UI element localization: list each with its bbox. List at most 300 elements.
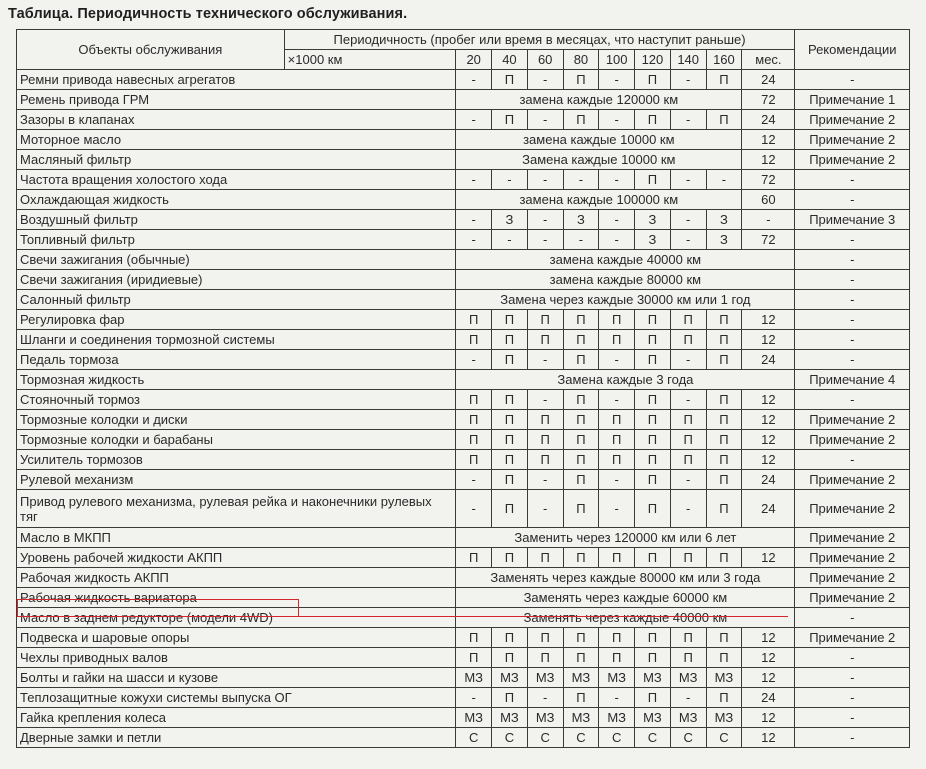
interval-cell: П (456, 628, 492, 648)
row-object-name: Чехлы приводных валов (17, 648, 456, 668)
months-cell: 12 (742, 668, 795, 688)
interval-cell: С (706, 728, 742, 748)
interval-cell: С (527, 728, 563, 748)
interval-cell: С (670, 728, 706, 748)
interval-cell: П (670, 310, 706, 330)
recommendation-cell: - (795, 170, 910, 190)
interval-cell: П (706, 310, 742, 330)
interval-cell: П (563, 548, 599, 568)
interval-cell: МЗ (706, 668, 742, 688)
interval-cell: П (527, 410, 563, 430)
row-object-name: Масло в заднем редукторе (модели 4WD) (17, 608, 456, 628)
interval-cell: П (706, 648, 742, 668)
recommendation-cell: - (795, 330, 910, 350)
table-row (17, 270, 910, 290)
interval-cell: П (563, 410, 599, 430)
interval-cell: - (706, 170, 742, 190)
interval-cell: С (492, 728, 528, 748)
months-cell: 72 (742, 90, 795, 110)
interval-cell: МЗ (527, 668, 563, 688)
interval-cell: МЗ (670, 668, 706, 688)
interval-cell: П (599, 410, 635, 430)
interval-cell: - (456, 490, 492, 528)
interval-cell: П (670, 548, 706, 568)
interval-cell: С (635, 728, 671, 748)
interval-cell: - (563, 230, 599, 250)
interval-cell: - (563, 170, 599, 190)
table-row (17, 230, 910, 250)
interval-cell: МЗ (563, 708, 599, 728)
recommendation-cell: Примечание 2 (795, 568, 910, 588)
table-row (17, 628, 910, 648)
recommendation-cell: Примечание 2 (795, 130, 910, 150)
table-row (17, 648, 910, 668)
interval-cell: З (492, 210, 528, 230)
row-object-name: Стояночный тормоз (17, 390, 456, 410)
row-object-name: Тормозные колодки и диски (17, 410, 456, 430)
interval-cell: - (599, 110, 635, 130)
interval-cell: П (563, 628, 599, 648)
recommendation-cell: - (795, 190, 910, 210)
interval-cell: - (670, 490, 706, 528)
interval-cell: П (635, 430, 671, 450)
interval-cell: П (635, 450, 671, 470)
months-cell: - (742, 210, 795, 230)
interval-cell: П (635, 390, 671, 410)
interval-cell: МЗ (599, 668, 635, 688)
interval-cell: П (456, 648, 492, 668)
table-row (17, 310, 910, 330)
table-row (17, 390, 910, 410)
maintenance-rows (17, 70, 910, 748)
recommendation-cell: Примечание 2 (795, 628, 910, 648)
table-row (17, 350, 910, 370)
interval-span-cell: Заменять через каждые 40000 км (456, 608, 795, 628)
table-row (17, 170, 910, 190)
interval-cell: П (635, 410, 671, 430)
interval-cell: С (563, 728, 599, 748)
table-row (17, 250, 910, 270)
table-row (17, 370, 910, 390)
interval-cell: П (527, 548, 563, 568)
interval-cell: П (635, 350, 671, 370)
interval-cell: П (599, 628, 635, 648)
interval-cell: П (635, 688, 671, 708)
recommendation-cell: Примечание 1 (795, 90, 910, 110)
interval-cell: П (563, 430, 599, 450)
interval-cell: П (456, 450, 492, 470)
interval-span-cell: замена каждые 100000 км (456, 190, 742, 210)
header-km-120: 120 (635, 50, 671, 70)
interval-cell: П (492, 628, 528, 648)
table-row (17, 190, 910, 210)
interval-cell: П (706, 430, 742, 450)
interval-cell: МЗ (563, 668, 599, 688)
row-object-name: Моторное масло (17, 130, 456, 150)
interval-cell: П (563, 450, 599, 470)
interval-cell: З (563, 210, 599, 230)
interval-cell: - (456, 470, 492, 490)
table-row (17, 708, 910, 728)
interval-cell: П (492, 390, 528, 410)
interval-cell: - (527, 470, 563, 490)
interval-cell: - (670, 230, 706, 250)
interval-cell: - (670, 210, 706, 230)
row-object-name: Топливный фильтр (17, 230, 456, 250)
months-cell: 12 (742, 548, 795, 568)
interval-cell: П (635, 490, 671, 528)
interval-span-cell: замена каждые 40000 км (456, 250, 795, 270)
interval-cell: П (706, 688, 742, 708)
recommendation-cell: - (795, 648, 910, 668)
table-row (17, 130, 910, 150)
interval-cell: МЗ (492, 708, 528, 728)
months-cell: 12 (742, 648, 795, 668)
interval-cell: П (492, 688, 528, 708)
row-object-name: Тормозные колодки и барабаны (17, 430, 456, 450)
row-object-name: Зазоры в клапанах (17, 110, 456, 130)
interval-cell: П (492, 350, 528, 370)
interval-cell: П (456, 548, 492, 568)
table-row (17, 728, 910, 748)
interval-cell: П (563, 490, 599, 528)
recommendation-cell: - (795, 708, 910, 728)
interval-cell: П (599, 548, 635, 568)
table-row (17, 290, 910, 310)
interval-cell: П (527, 450, 563, 470)
interval-span-cell: Заменить через 120000 км или 6 лет (456, 528, 795, 548)
interval-span-cell: замена каждые 10000 км (456, 130, 742, 150)
interval-cell: С (456, 728, 492, 748)
interval-cell: - (670, 470, 706, 490)
interval-cell: - (599, 210, 635, 230)
recommendation-cell: Примечание 2 (795, 150, 910, 170)
recommendation-cell: - (795, 350, 910, 370)
interval-cell: МЗ (670, 708, 706, 728)
months-cell: 12 (742, 150, 795, 170)
interval-cell: П (527, 648, 563, 668)
header-recommendations: Рекомендации (795, 30, 910, 70)
interval-cell: - (456, 350, 492, 370)
months-cell: 12 (742, 430, 795, 450)
row-object-name: Тормозная жидкость (17, 370, 456, 390)
interval-cell: П (599, 648, 635, 668)
interval-cell: - (527, 490, 563, 528)
interval-cell: П (670, 410, 706, 430)
row-object-name: Рулевой механизм (17, 470, 456, 490)
recommendation-cell: - (795, 310, 910, 330)
row-object-name: Ремни привода навесных агрегатов (17, 70, 456, 90)
row-object-name: Гайка крепления колеса (17, 708, 456, 728)
interval-cell: МЗ (706, 708, 742, 728)
recommendation-cell: Примечание 2 (795, 470, 910, 490)
months-cell: 12 (742, 410, 795, 430)
interval-cell: МЗ (635, 708, 671, 728)
interval-cell: - (527, 230, 563, 250)
row-object-name: Теплозащитные кожухи системы выпуска ОГ (17, 688, 456, 708)
row-object-name: Воздушный фильтр (17, 210, 456, 230)
table-row (17, 470, 910, 490)
recommendation-cell: Примечание 2 (795, 548, 910, 568)
interval-span-cell: замена каждые 80000 км (456, 270, 795, 290)
interval-cell: П (527, 330, 563, 350)
interval-cell: МЗ (599, 708, 635, 728)
row-object-name: Дверные замки и петли (17, 728, 456, 748)
interval-cell: - (599, 490, 635, 528)
interval-cell: - (456, 170, 492, 190)
table-row (17, 668, 910, 688)
interval-cell: - (492, 230, 528, 250)
table-row (17, 608, 910, 628)
interval-cell: П (599, 430, 635, 450)
months-cell: 12 (742, 390, 795, 410)
interval-span-cell: Заменять через каждые 80000 км или 3 года (456, 568, 795, 588)
row-object-name: Свечи зажигания (обычные) (17, 250, 456, 270)
interval-cell: П (563, 70, 599, 90)
interval-cell: - (456, 70, 492, 90)
table-row (17, 688, 910, 708)
interval-cell: П (670, 628, 706, 648)
interval-cell: П (527, 430, 563, 450)
interval-cell: П (527, 310, 563, 330)
interval-cell: - (527, 170, 563, 190)
interval-cell: П (492, 648, 528, 668)
interval-cell: МЗ (527, 708, 563, 728)
interval-cell: П (635, 110, 671, 130)
interval-cell: П (492, 470, 528, 490)
recommendation-cell: Примечание 2 (795, 410, 910, 430)
interval-cell: З (706, 210, 742, 230)
recommendation-cell: - (795, 270, 910, 290)
interval-cell: МЗ (456, 668, 492, 688)
header-km-80: 80 (563, 50, 599, 70)
interval-cell: - (527, 210, 563, 230)
months-cell: 12 (742, 708, 795, 728)
interval-cell: П (635, 70, 671, 90)
interval-cell: МЗ (456, 708, 492, 728)
interval-cell: П (563, 350, 599, 370)
recommendation-cell: - (795, 450, 910, 470)
interval-cell: П (456, 430, 492, 450)
interval-cell: - (599, 350, 635, 370)
interval-span-cell: замена каждые 120000 км (456, 90, 742, 110)
header-row (17, 30, 910, 50)
recommendation-cell: Примечание 4 (795, 370, 910, 390)
interval-cell: П (706, 70, 742, 90)
interval-cell: П (456, 410, 492, 430)
interval-span-cell: Замена через каждые 30000 км или 1 год (456, 290, 795, 310)
interval-cell: МЗ (492, 668, 528, 688)
header-km-unit: ×1000 км (284, 50, 456, 70)
table-row (17, 70, 910, 90)
table-row (17, 430, 910, 450)
row-object-name: Ремень привода ГРМ (17, 90, 456, 110)
interval-cell: - (599, 688, 635, 708)
interval-cell: П (706, 470, 742, 490)
row-object-name: Масляный фильтр (17, 150, 456, 170)
interval-cell: П (706, 390, 742, 410)
interval-cell: - (527, 110, 563, 130)
interval-cell: П (492, 548, 528, 568)
recommendation-cell: - (795, 608, 910, 628)
months-cell: 72 (742, 230, 795, 250)
recommendation-cell: - (795, 668, 910, 688)
interval-cell: П (635, 648, 671, 668)
recommendation-cell: - (795, 390, 910, 410)
interval-cell: - (670, 110, 706, 130)
table-row (17, 490, 910, 528)
interval-cell: П (492, 450, 528, 470)
interval-cell: - (527, 70, 563, 90)
header-km-100: 100 (599, 50, 635, 70)
interval-cell: - (670, 350, 706, 370)
row-object-name: Масло в МКПП (17, 528, 456, 548)
interval-cell: П (670, 430, 706, 450)
interval-cell: - (599, 470, 635, 490)
table-row (17, 110, 910, 130)
interval-cell: П (706, 350, 742, 370)
recommendation-cell: - (795, 290, 910, 310)
recommendation-cell: - (795, 728, 910, 748)
interval-cell: - (599, 170, 635, 190)
interval-cell: П (563, 310, 599, 330)
interval-cell: - (527, 390, 563, 410)
interval-cell: П (563, 110, 599, 130)
interval-cell: П (563, 330, 599, 350)
months-cell: 12 (742, 628, 795, 648)
row-object-name: Шланги и соединения тормозной системы (17, 330, 456, 350)
row-object-name: Болты и гайки на шасси и кузове (17, 668, 456, 688)
interval-cell: П (635, 330, 671, 350)
interval-cell: П (492, 70, 528, 90)
header-km-60: 60 (527, 50, 563, 70)
interval-cell: П (706, 490, 742, 528)
interval-cell: П (706, 330, 742, 350)
header-objects: Объекты обслуживания (17, 30, 285, 70)
recommendation-cell: Примечание 2 (795, 430, 910, 450)
interval-cell: П (635, 470, 671, 490)
interval-cell: П (670, 648, 706, 668)
interval-cell: - (456, 688, 492, 708)
interval-cell: П (492, 330, 528, 350)
months-cell: 12 (742, 310, 795, 330)
recommendation-cell: Примечание 3 (795, 210, 910, 230)
interval-cell: П (492, 310, 528, 330)
interval-cell: П (670, 330, 706, 350)
interval-cell: П (635, 310, 671, 330)
recommendation-cell: - (795, 688, 910, 708)
header-months: мес. (742, 50, 795, 70)
interval-cell: П (706, 410, 742, 430)
interval-cell: - (670, 688, 706, 708)
interval-cell: П (563, 470, 599, 490)
interval-span-cell: Заменять через каждые 60000 км (456, 588, 795, 608)
interval-cell: П (492, 430, 528, 450)
header-km-160: 160 (706, 50, 742, 70)
table-row (17, 450, 910, 470)
interval-cell: С (599, 728, 635, 748)
interval-cell: МЗ (635, 668, 671, 688)
row-object-name: Подвеска и шаровые опоры (17, 628, 456, 648)
interval-cell: П (456, 310, 492, 330)
interval-cell: - (492, 170, 528, 190)
months-cell: 12 (742, 130, 795, 150)
table-row (17, 330, 910, 350)
row-object-name: Охлаждающая жидкость (17, 190, 456, 210)
table-row (17, 548, 910, 568)
interval-cell: - (527, 688, 563, 708)
header-periodicity: Периодичность (пробег или время в месяцах, что наступит раньше) (284, 30, 795, 50)
row-object-name: Салонный фильтр (17, 290, 456, 310)
interval-cell: П (706, 450, 742, 470)
interval-cell: П (492, 410, 528, 430)
interval-cell: П (456, 330, 492, 350)
table-row (17, 588, 910, 608)
table-row (17, 150, 910, 170)
interval-cell: - (456, 230, 492, 250)
interval-cell: П (635, 548, 671, 568)
interval-span-cell: Замена каждые 3 года (456, 370, 795, 390)
interval-cell: - (599, 70, 635, 90)
interval-cell: П (635, 170, 671, 190)
row-object-name: Частота вращения холостого хода (17, 170, 456, 190)
table-row (17, 568, 910, 588)
interval-cell: П (599, 330, 635, 350)
interval-cell: П (670, 450, 706, 470)
header-km-140: 140 (670, 50, 706, 70)
interval-cell: П (563, 648, 599, 668)
months-cell: 12 (742, 728, 795, 748)
recommendation-cell: Примечание 2 (795, 110, 910, 130)
interval-cell: - (599, 230, 635, 250)
recommendation-cell: Примечание 2 (795, 490, 910, 528)
interval-cell: П (527, 628, 563, 648)
row-object-name: Привод рулевого механизма, рулевая рейка и наконечники рулевых тяг (17, 490, 456, 528)
page-title: Таблица. Периодичность технического обслуживания. (8, 6, 408, 22)
row-object-name: Рабочая жидкость АКПП (17, 568, 456, 588)
table-row (17, 528, 910, 548)
header-km-20: 20 (456, 50, 492, 70)
months-cell: 24 (742, 688, 795, 708)
months-cell: 24 (742, 110, 795, 130)
months-cell: 12 (742, 330, 795, 350)
interval-cell: - (599, 390, 635, 410)
interval-cell: П (492, 110, 528, 130)
recommendation-cell: - (795, 250, 910, 270)
interval-cell: З (635, 210, 671, 230)
interval-cell: - (456, 110, 492, 130)
interval-cell: - (670, 70, 706, 90)
interval-cell: П (492, 490, 528, 528)
row-object-name: Регулировка фар (17, 310, 456, 330)
maintenance-table (16, 29, 910, 748)
months-cell: 12 (742, 450, 795, 470)
interval-cell: П (635, 628, 671, 648)
interval-cell: П (706, 548, 742, 568)
interval-cell: П (599, 310, 635, 330)
interval-cell: - (670, 170, 706, 190)
recommendation-cell: Примечание 2 (795, 588, 910, 608)
interval-cell: - (670, 390, 706, 410)
months-cell: 24 (742, 70, 795, 90)
interval-cell: З (706, 230, 742, 250)
interval-cell: - (456, 210, 492, 230)
row-object-name: Рабочая жидкость вариатора (17, 588, 456, 608)
row-object-name: Уровень рабочей жидкости АКПП (17, 548, 456, 568)
interval-cell: П (563, 688, 599, 708)
months-cell: 24 (742, 350, 795, 370)
interval-cell: З (635, 230, 671, 250)
